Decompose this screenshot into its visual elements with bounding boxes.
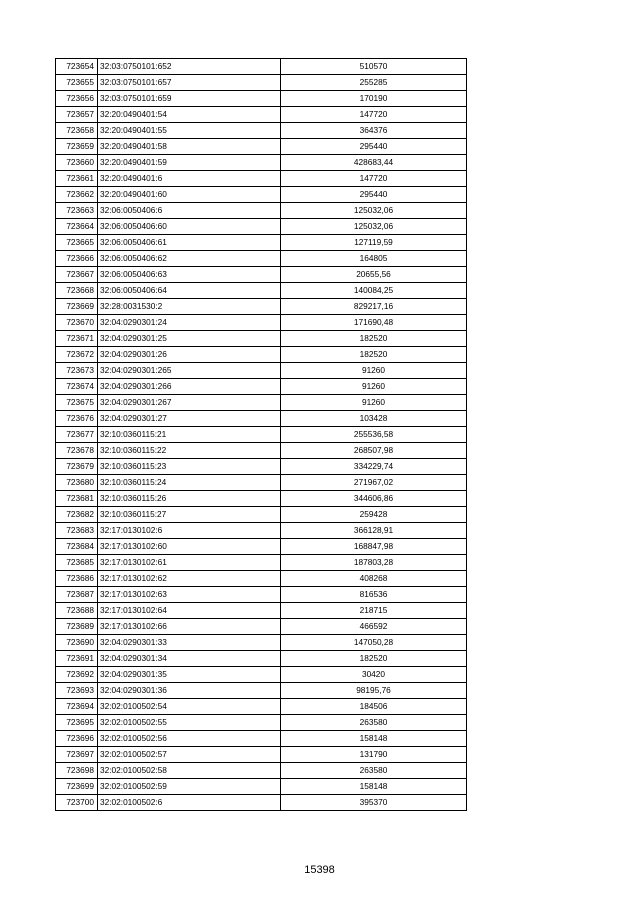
row-id-cell: 723695 xyxy=(56,715,98,731)
cadastral-number-cell: 32:04:0290301:265 xyxy=(98,363,281,379)
row-id-cell: 723677 xyxy=(56,427,98,443)
row-id-cell: 723676 xyxy=(56,411,98,427)
row-id-cell: 723682 xyxy=(56,507,98,523)
table-row xyxy=(56,555,467,571)
cadastral-number-cell: 32:02:0100502:54 xyxy=(98,699,281,715)
cadastral-number-cell: 32:04:0290301:34 xyxy=(98,651,281,667)
cadastral-number-cell: 32:20:0490401:60 xyxy=(98,187,281,203)
value-cell: 295440 xyxy=(281,187,467,203)
row-id-cell: 723674 xyxy=(56,379,98,395)
row-id-cell: 723659 xyxy=(56,139,98,155)
cadastral-number-cell: 32:10:0360115:27 xyxy=(98,507,281,523)
value-cell: 259428 xyxy=(281,507,467,523)
row-id-cell: 723684 xyxy=(56,539,98,555)
cadastral-number-cell: 32:17:0130102:61 xyxy=(98,555,281,571)
table-row xyxy=(56,315,467,331)
row-id-cell: 723657 xyxy=(56,107,98,123)
table-row xyxy=(56,795,467,811)
row-id-cell: 723690 xyxy=(56,635,98,651)
cadastral-number-cell: 32:04:0290301:25 xyxy=(98,331,281,347)
table-row xyxy=(56,283,467,299)
cadastral-number-cell: 32:02:0100502:58 xyxy=(98,763,281,779)
value-cell: 344606,86 xyxy=(281,491,467,507)
cadastral-number-cell: 32:04:0290301:35 xyxy=(98,667,281,683)
table-row xyxy=(56,203,467,219)
cadastral-number-cell: 32:06:0050406:6 xyxy=(98,203,281,219)
table-row xyxy=(56,699,467,715)
value-cell: 263580 xyxy=(281,715,467,731)
cadastral-number-cell: 32:02:0100502:56 xyxy=(98,731,281,747)
table-row xyxy=(56,763,467,779)
row-id-cell: 723696 xyxy=(56,731,98,747)
row-id-cell: 723671 xyxy=(56,331,98,347)
table-row xyxy=(56,683,467,699)
table-row xyxy=(56,475,467,491)
value-cell: 510570 xyxy=(281,59,467,75)
row-id-cell: 723673 xyxy=(56,363,98,379)
table-row xyxy=(56,603,467,619)
cadastral-number-cell: 32:02:0100502:57 xyxy=(98,747,281,763)
data-table xyxy=(55,58,467,811)
cadastral-number-cell: 32:10:0360115:24 xyxy=(98,475,281,491)
table-row xyxy=(56,443,467,459)
table-row xyxy=(56,235,467,251)
row-id-cell: 723685 xyxy=(56,555,98,571)
cadastral-number-cell: 32:28:0031530:2 xyxy=(98,299,281,315)
table-body xyxy=(56,59,467,811)
table-row xyxy=(56,363,467,379)
value-cell: 255285 xyxy=(281,75,467,91)
value-cell: 271967,02 xyxy=(281,475,467,491)
value-cell: 295440 xyxy=(281,139,467,155)
value-cell: 364376 xyxy=(281,123,467,139)
value-cell: 255536,58 xyxy=(281,427,467,443)
row-id-cell: 723694 xyxy=(56,699,98,715)
value-cell: 816536 xyxy=(281,587,467,603)
value-cell: 334229,74 xyxy=(281,459,467,475)
row-id-cell: 723679 xyxy=(56,459,98,475)
cadastral-number-cell: 32:20:0490401:55 xyxy=(98,123,281,139)
table-row xyxy=(56,379,467,395)
cadastral-number-cell: 32:20:0490401:58 xyxy=(98,139,281,155)
cadastral-number-cell: 32:04:0290301:27 xyxy=(98,411,281,427)
value-cell: 366128,91 xyxy=(281,523,467,539)
value-cell: 20655,56 xyxy=(281,267,467,283)
row-id-cell: 723665 xyxy=(56,235,98,251)
value-cell: 168847,98 xyxy=(281,539,467,555)
value-cell: 147720 xyxy=(281,107,467,123)
table-row xyxy=(56,331,467,347)
row-id-cell: 723688 xyxy=(56,603,98,619)
row-id-cell: 723692 xyxy=(56,667,98,683)
table-row xyxy=(56,155,467,171)
row-id-cell: 723678 xyxy=(56,443,98,459)
table-row xyxy=(56,779,467,795)
value-cell: 125032,06 xyxy=(281,219,467,235)
value-cell: 103428 xyxy=(281,411,467,427)
row-id-cell: 723700 xyxy=(56,795,98,811)
cadastral-number-cell: 32:02:0100502:6 xyxy=(98,795,281,811)
table-row xyxy=(56,523,467,539)
value-cell: 428683,44 xyxy=(281,155,467,171)
value-cell: 125032,06 xyxy=(281,203,467,219)
table-row xyxy=(56,91,467,107)
value-cell: 30420 xyxy=(281,667,467,683)
value-cell: 408268 xyxy=(281,571,467,587)
cadastral-number-cell: 32:17:0130102:66 xyxy=(98,619,281,635)
value-cell: 131790 xyxy=(281,747,467,763)
cadastral-number-cell: 32:03:0750101:659 xyxy=(98,91,281,107)
row-id-cell: 723655 xyxy=(56,75,98,91)
table-row xyxy=(56,59,467,75)
table-row xyxy=(56,651,467,667)
cadastral-number-cell: 32:06:0050406:64 xyxy=(98,283,281,299)
row-id-cell: 723654 xyxy=(56,59,98,75)
value-cell: 395370 xyxy=(281,795,467,811)
table-row xyxy=(56,635,467,651)
value-cell: 147050,28 xyxy=(281,635,467,651)
table-row xyxy=(56,715,467,731)
table-row xyxy=(56,731,467,747)
cadastral-number-cell: 32:04:0290301:33 xyxy=(98,635,281,651)
value-cell: 98195,76 xyxy=(281,683,467,699)
table-row xyxy=(56,667,467,683)
value-cell: 170190 xyxy=(281,91,467,107)
cadastral-number-cell: 32:10:0360115:26 xyxy=(98,491,281,507)
cadastral-number-cell: 32:04:0290301:267 xyxy=(98,395,281,411)
cadastral-number-cell: 32:17:0130102:62 xyxy=(98,571,281,587)
value-cell: 91260 xyxy=(281,363,467,379)
cadastral-number-cell: 32:04:0290301:266 xyxy=(98,379,281,395)
value-cell: 91260 xyxy=(281,379,467,395)
cadastral-number-cell: 32:03:0750101:652 xyxy=(98,59,281,75)
table-row xyxy=(56,75,467,91)
row-id-cell: 723681 xyxy=(56,491,98,507)
value-cell: 182520 xyxy=(281,347,467,363)
row-id-cell: 723664 xyxy=(56,219,98,235)
cadastral-number-cell: 32:10:0360115:21 xyxy=(98,427,281,443)
value-cell: 184506 xyxy=(281,699,467,715)
cadastral-number-cell: 32:04:0290301:24 xyxy=(98,315,281,331)
table-row xyxy=(56,539,467,555)
value-cell: 127119,59 xyxy=(281,235,467,251)
row-id-cell: 723663 xyxy=(56,203,98,219)
value-cell: 158148 xyxy=(281,779,467,795)
value-cell: 187803,28 xyxy=(281,555,467,571)
table-row xyxy=(56,491,467,507)
row-id-cell: 723680 xyxy=(56,475,98,491)
table-row xyxy=(56,171,467,187)
cadastral-number-cell: 32:06:0050406:62 xyxy=(98,251,281,267)
table-row xyxy=(56,187,467,203)
cadastral-number-cell: 32:02:0100502:55 xyxy=(98,715,281,731)
row-id-cell: 723686 xyxy=(56,571,98,587)
table-row xyxy=(56,123,467,139)
table-row xyxy=(56,219,467,235)
row-id-cell: 723669 xyxy=(56,299,98,315)
cadastral-number-cell: 32:06:0050406:60 xyxy=(98,219,281,235)
cadastral-number-cell: 32:20:0490401:54 xyxy=(98,107,281,123)
table-row xyxy=(56,107,467,123)
row-id-cell: 723662 xyxy=(56,187,98,203)
cadastral-number-cell: 32:02:0100502:59 xyxy=(98,779,281,795)
page-number: 15398 xyxy=(304,864,335,876)
cadastral-number-cell: 32:17:0130102:6 xyxy=(98,523,281,539)
table-row xyxy=(56,507,467,523)
cadastral-number-cell: 32:06:0050406:61 xyxy=(98,235,281,251)
cadastral-number-cell: 32:04:0290301:36 xyxy=(98,683,281,699)
value-cell: 182520 xyxy=(281,651,467,667)
row-id-cell: 723672 xyxy=(56,347,98,363)
cadastral-number-cell: 32:17:0130102:60 xyxy=(98,539,281,555)
row-id-cell: 723698 xyxy=(56,763,98,779)
row-id-cell: 723666 xyxy=(56,251,98,267)
value-cell: 158148 xyxy=(281,731,467,747)
value-cell: 263580 xyxy=(281,763,467,779)
table-row xyxy=(56,747,467,763)
cadastral-number-cell: 32:03:0750101:657 xyxy=(98,75,281,91)
cadastral-number-cell: 32:20:0490401:59 xyxy=(98,155,281,171)
value-cell: 182520 xyxy=(281,331,467,347)
table-row xyxy=(56,571,467,587)
row-id-cell: 723656 xyxy=(56,91,98,107)
table-row xyxy=(56,427,467,443)
cadastral-number-cell: 32:10:0360115:22 xyxy=(98,443,281,459)
value-cell: 466592 xyxy=(281,619,467,635)
row-id-cell: 723697 xyxy=(56,747,98,763)
row-id-cell: 723660 xyxy=(56,155,98,171)
value-cell: 218715 xyxy=(281,603,467,619)
table-row xyxy=(56,411,467,427)
row-id-cell: 723668 xyxy=(56,283,98,299)
cadastral-number-cell: 32:06:0050406:63 xyxy=(98,267,281,283)
row-id-cell: 723675 xyxy=(56,395,98,411)
table-row xyxy=(56,347,467,363)
cadastral-number-cell: 32:04:0290301:26 xyxy=(98,347,281,363)
row-id-cell: 723661 xyxy=(56,171,98,187)
table-row xyxy=(56,459,467,475)
row-id-cell: 723689 xyxy=(56,619,98,635)
row-id-cell: 723691 xyxy=(56,651,98,667)
row-id-cell: 723658 xyxy=(56,123,98,139)
table-row xyxy=(56,587,467,603)
row-id-cell: 723683 xyxy=(56,523,98,539)
row-id-cell: 723667 xyxy=(56,267,98,283)
cadastral-number-cell: 32:17:0130102:64 xyxy=(98,603,281,619)
row-id-cell: 723687 xyxy=(56,587,98,603)
value-cell: 829217,16 xyxy=(281,299,467,315)
cadastral-number-cell: 32:20:0490401:6 xyxy=(98,171,281,187)
cadastral-number-cell: 32:10:0360115:23 xyxy=(98,459,281,475)
table-row xyxy=(56,619,467,635)
table-row xyxy=(56,395,467,411)
table-row xyxy=(56,299,467,315)
row-id-cell: 723670 xyxy=(56,315,98,331)
table-row xyxy=(56,139,467,155)
value-cell: 171690,48 xyxy=(281,315,467,331)
row-id-cell: 723693 xyxy=(56,683,98,699)
table-row xyxy=(56,251,467,267)
value-cell: 91260 xyxy=(281,395,467,411)
cadastral-number-cell: 32:17:0130102:63 xyxy=(98,587,281,603)
value-cell: 147720 xyxy=(281,171,467,187)
value-cell: 164805 xyxy=(281,251,467,267)
table-row xyxy=(56,267,467,283)
row-id-cell: 723699 xyxy=(56,779,98,795)
value-cell: 268507,98 xyxy=(281,443,467,459)
value-cell: 140084,25 xyxy=(281,283,467,299)
